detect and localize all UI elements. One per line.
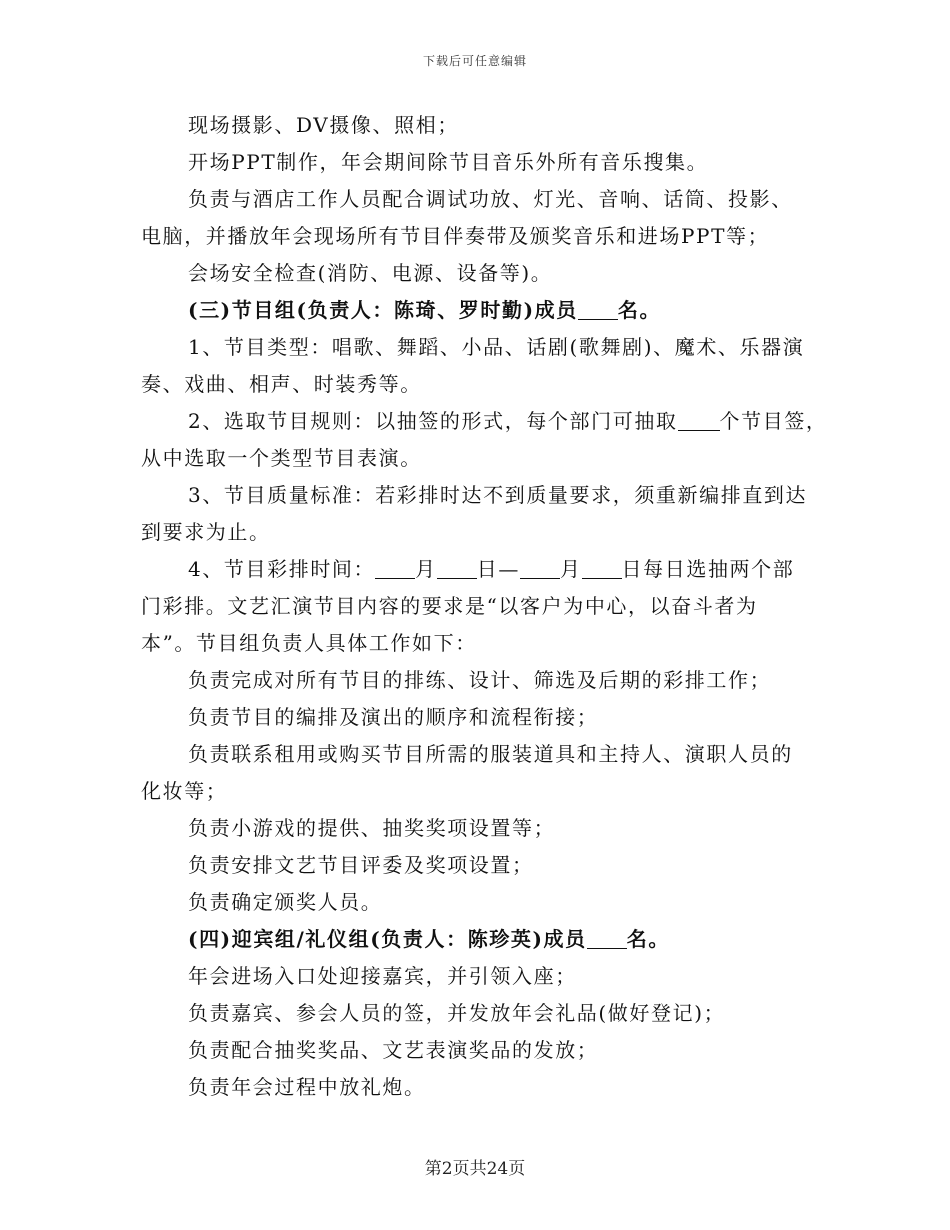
paragraph-line: 开场PPT制作，年会期间除节目音乐外所有音乐搜集。 — [188, 150, 709, 174]
heading-text: (四)迎宾组/礼仪组(负责人：陈珍英)成员 — [188, 927, 587, 951]
item-text: 日每日选抽两个部 — [621, 557, 795, 581]
paragraph-line: 负责嘉宾、参会人员的签，并发放年会礼品(做好登记)； — [188, 1001, 726, 1025]
paragraph-line: 负责配合抽奖奖品、文艺表演奖品的发放； — [188, 1038, 599, 1062]
paragraph-line: 到要求为止。 — [141, 520, 271, 544]
item-text: 月 — [415, 557, 437, 581]
paragraph-line — [141, 329, 821, 366]
paragraph-line: 奏、戏曲、相声、时装秀等。 — [141, 372, 422, 396]
page-footer: 第2页共24页 — [424, 1159, 526, 1179]
fill-blank — [520, 556, 560, 579]
section-heading-reception-group — [141, 921, 821, 958]
fill-blank — [578, 297, 618, 320]
item-text: 2、选取节目规则：以抽签的形式，每个部门可抽取 — [188, 409, 678, 433]
heading-suffix: 名。 — [617, 298, 662, 322]
fill-blank — [582, 556, 622, 579]
paragraph-line: 负责完成对所有节目的排练、设计、筛选及后期的彩排工作； — [188, 668, 772, 692]
paragraph-line — [141, 403, 828, 440]
fill-blank — [678, 408, 720, 431]
item-text: 日— — [476, 557, 520, 581]
paragraph-line: 负责确定颁奖人员。 — [188, 890, 383, 914]
paragraph-line: 负责小游戏的提供、抽奖奖项设置等； — [188, 816, 556, 840]
fill-blank — [587, 926, 627, 949]
fill-blank — [437, 556, 477, 579]
paragraph-line: 从中选取一个类型节目表演。 — [141, 446, 422, 470]
page-header: 下载后可任意编辑 — [422, 54, 527, 68]
paragraph-line: 年会进场入口处迎接嘉宾，并引领入座； — [188, 964, 577, 988]
item-text: 1、节目类型：唱歌、舞蹈、小品、话剧(歌舞剧)、魔术、乐器演 — [188, 335, 805, 359]
document-body — [141, 107, 828, 1106]
heading-text: (三)节目组(负责人：陈琦、罗时勤)成员 — [188, 298, 578, 322]
paragraph-line: 现场摄影、DV摄像、照相； — [188, 113, 459, 137]
item-text: 4、节目彩排时间： — [188, 557, 376, 581]
paragraph-line: 会场安全检查(消防、电源、设备等)。 — [188, 261, 553, 285]
item-text: 个节目签， — [719, 409, 828, 433]
paragraph-line: 负责与酒店工作人员配合调试功放、灯光、音响、话筒、投影、 — [188, 187, 793, 211]
fill-blank — [375, 556, 415, 579]
paragraph-line: 3、节目质量标准：若彩排时达不到质量要求，须重新编排直到达 — [188, 483, 808, 507]
paragraph-line: 电脑，并播放年会现场所有节目伴奏带及颁奖音乐和进场PPT等； — [141, 224, 770, 248]
item-text: 月 — [559, 557, 582, 581]
paragraph-line: 化妆等； — [141, 779, 228, 803]
paragraph-line: 负责联系租用或购买节目所需的服装道具和主持人、演职人员的 — [188, 742, 793, 766]
paragraph-line: 负责年会过程中放礼炮。 — [188, 1075, 426, 1099]
paragraph-line: 门彩排。文艺汇演节目内容的要求是“以客户为中心，以奋斗者为 — [141, 594, 758, 618]
paragraph-line: 负责节目的编排及演出的顺序和流程衔接； — [188, 705, 599, 729]
paragraph-line — [141, 551, 821, 588]
paragraph-line: 负责安排文艺节目评委及奖项设置； — [188, 853, 534, 877]
heading-suffix: 名。 — [626, 927, 670, 951]
section-heading-program-group — [141, 292, 821, 329]
paragraph-line: 本”。节目组负责人具体工作如下： — [141, 631, 477, 655]
